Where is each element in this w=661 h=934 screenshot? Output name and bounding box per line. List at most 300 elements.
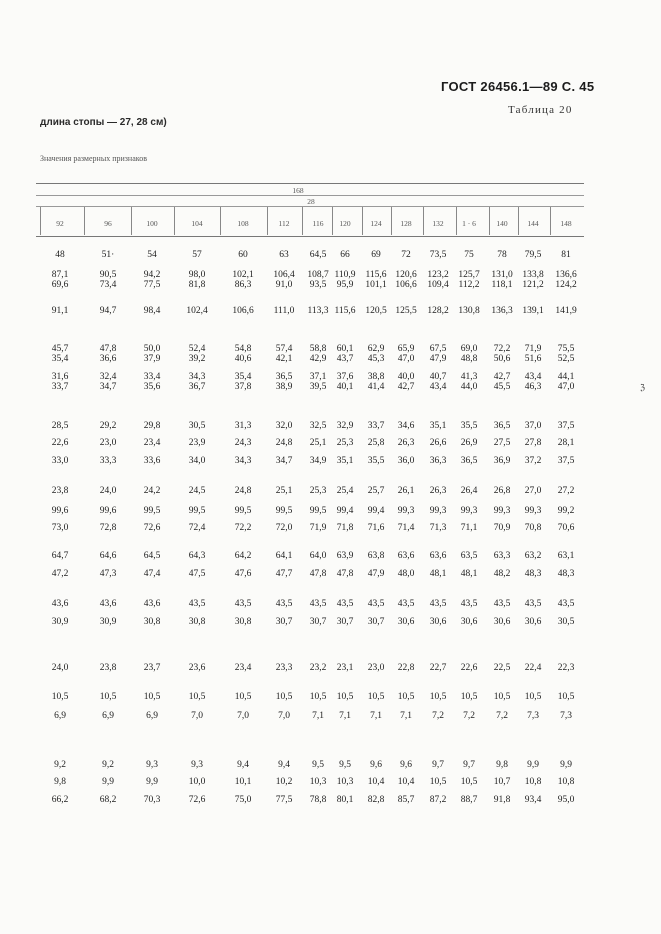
table-cell: 35,5 xyxy=(460,421,478,431)
table-cell: 101,1 xyxy=(365,280,387,290)
table-cell: 25,8 xyxy=(367,438,385,448)
table-cell: 115,6 xyxy=(334,306,356,316)
table-cell: 70,6 xyxy=(557,523,575,533)
column-header: 108 xyxy=(237,219,249,228)
column-divider xyxy=(391,207,392,235)
table-cell: 37,0 xyxy=(524,421,542,431)
table-cell: 10,1 xyxy=(234,777,252,787)
table-cell: 37,2 xyxy=(524,456,542,466)
table-cell: 64,1 xyxy=(275,551,293,561)
table-cell: 39,5 xyxy=(309,382,327,392)
table-cell: 38,9 xyxy=(275,382,293,392)
table-cell: 71,9 xyxy=(524,344,542,354)
column-header: 100 xyxy=(146,219,158,228)
table-cell: 6,9 xyxy=(54,711,66,721)
table-cell: 43,5 xyxy=(275,599,293,609)
column-divider xyxy=(174,207,175,235)
table-cell: 9,8 xyxy=(496,760,508,770)
table-cell: 10,5 xyxy=(429,777,447,787)
table-cell: 75,5 xyxy=(557,344,575,354)
table-cell: 99,3 xyxy=(429,506,447,516)
table-cell: 38,8 xyxy=(367,372,385,382)
table-cell: 71,3 xyxy=(429,523,447,533)
table-cell: 10,3 xyxy=(336,777,354,787)
table-cell: 72 xyxy=(401,250,411,260)
table-cell: 51,6 xyxy=(524,354,542,364)
table-cell: 69,6 xyxy=(51,280,69,290)
table-cell: 37,8 xyxy=(234,382,252,392)
table-cell: 37,6 xyxy=(336,372,354,382)
table-cell: 63,9 xyxy=(336,551,354,561)
table-cell: 35,4 xyxy=(51,354,69,364)
table-cell: 99,5 xyxy=(309,506,327,516)
table-cell: 31,6 xyxy=(51,372,69,382)
table-cell: 47,7 xyxy=(275,569,293,579)
header-rule-top xyxy=(36,183,584,184)
table-cell: 43,5 xyxy=(524,599,542,609)
table-cell: 7,1 xyxy=(400,711,412,721)
table-cell: 109,4 xyxy=(427,280,449,290)
table-cell: 75,0 xyxy=(234,795,252,805)
column-divider xyxy=(362,207,363,235)
table-cell: 81 xyxy=(561,250,571,260)
table-cell: 9,6 xyxy=(400,760,412,770)
column-divider xyxy=(131,207,132,235)
table-cell: 9,4 xyxy=(237,760,249,770)
table-cell: 34,3 xyxy=(188,372,206,382)
table-cell: 99,5 xyxy=(275,506,293,516)
table-cell: 9,7 xyxy=(463,760,475,770)
table-cell: 64,6 xyxy=(99,551,117,561)
table-cell: 139,1 xyxy=(522,306,544,316)
table-cell: 47,9 xyxy=(367,569,385,579)
table-cell: 120,6 xyxy=(395,270,417,280)
table-cell: 22,6 xyxy=(51,438,69,448)
column-header: 128 xyxy=(400,219,412,228)
table-cell: 128,2 xyxy=(427,306,449,316)
table-cell: 85,7 xyxy=(397,795,415,805)
table-cell: 10,5 xyxy=(460,777,478,787)
table-cell: 72,0 xyxy=(275,523,293,533)
column-header: 144 xyxy=(527,219,539,228)
table-cell: 32,5 xyxy=(309,421,327,431)
table-cell: 22,5 xyxy=(493,663,511,673)
table-cell: 63 xyxy=(279,250,289,260)
table-cell: 30,7 xyxy=(367,617,385,627)
table-cell: 10,5 xyxy=(275,692,293,702)
table-cell: 26,6 xyxy=(429,438,447,448)
table-cell: 99,2 xyxy=(557,506,575,516)
table-cell: 41,4 xyxy=(367,382,385,392)
table-cell: 43,5 xyxy=(367,599,385,609)
table-cell: 10,3 xyxy=(309,777,327,787)
table-cell: 33,3 xyxy=(99,456,117,466)
column-divider xyxy=(267,207,268,235)
table-cell: 70,3 xyxy=(143,795,161,805)
table-cell: 44,0 xyxy=(460,382,478,392)
table-cell: 71,8 xyxy=(336,523,354,533)
table-cell: 78,8 xyxy=(309,795,327,805)
table-cell: 136,3 xyxy=(491,306,513,316)
table-cell: 23,9 xyxy=(188,438,206,448)
table-cell: 9,3 xyxy=(191,760,203,770)
table-cell: 66 xyxy=(340,250,350,260)
table-cell: 40,7 xyxy=(429,372,447,382)
header-top-value: 168 xyxy=(292,186,304,195)
table-cell: 9,7 xyxy=(432,760,444,770)
table-cell: 54,8 xyxy=(234,344,252,354)
table-cell: 130,8 xyxy=(458,306,480,316)
table-cell: 43,5 xyxy=(429,599,447,609)
table-cell: 23,8 xyxy=(99,663,117,673)
table-cell: 48,3 xyxy=(557,569,575,579)
table-cell: 22,3 xyxy=(557,663,575,673)
table-cell: 51· xyxy=(101,250,115,260)
table-cell: 63,8 xyxy=(367,551,385,561)
table-cell: 30,5 xyxy=(557,617,575,627)
table-cell: 10,5 xyxy=(557,692,575,702)
table-cell: 65,9 xyxy=(397,344,415,354)
table-cell: 25,3 xyxy=(336,438,354,448)
table-cell: 93,4 xyxy=(524,795,542,805)
table-cell: 99,3 xyxy=(493,506,511,516)
table-cell: 37,5 xyxy=(557,421,575,431)
column-divider xyxy=(423,207,424,235)
table-cell: 68,2 xyxy=(99,795,117,805)
table-cell: 131,0 xyxy=(491,270,513,280)
table-cell: 10,5 xyxy=(460,692,478,702)
table-cell: 47,8 xyxy=(99,344,117,354)
table-cell: 43,6 xyxy=(99,599,117,609)
table-cell: 73,4 xyxy=(99,280,117,290)
table-cell: 43,4 xyxy=(524,372,542,382)
table-cell: 24,2 xyxy=(143,486,161,496)
table-cell: 94,2 xyxy=(143,270,161,280)
column-divider xyxy=(302,207,303,235)
column-header: 148 xyxy=(560,219,572,228)
table-cell: 43,5 xyxy=(234,599,252,609)
column-divider xyxy=(550,207,551,235)
table-cell: 24,0 xyxy=(99,486,117,496)
table-cell: 50,6 xyxy=(493,354,511,364)
table-cell: 36,7 xyxy=(188,382,206,392)
table-cell: 60 xyxy=(238,250,248,260)
table-cell: 36,5 xyxy=(460,456,478,466)
table-cell: 118,1 xyxy=(491,280,513,290)
table-cell: 72,8 xyxy=(99,523,117,533)
column-header: 140 xyxy=(496,219,508,228)
table-cell: 94,7 xyxy=(99,306,117,316)
table-cell: 24,8 xyxy=(275,438,293,448)
table-cell: 32,9 xyxy=(336,421,354,431)
table-cell: 33,7 xyxy=(367,421,385,431)
table-cell: 9,2 xyxy=(54,760,66,770)
table-cell: 71,6 xyxy=(367,523,385,533)
table-cell: 10,2 xyxy=(275,777,293,787)
table-cell: 7,1 xyxy=(339,711,351,721)
table-cell: 40,1 xyxy=(336,382,354,392)
table-cell: 41,3 xyxy=(460,372,478,382)
table-cell: 72,6 xyxy=(143,523,161,533)
column-header: 124 xyxy=(370,219,382,228)
table-cell: 63,2 xyxy=(524,551,542,561)
table-cell: 10,5 xyxy=(429,692,447,702)
table-cell: 87,1 xyxy=(51,270,69,280)
column-header: 120 xyxy=(339,219,351,228)
table-cell: 22,8 xyxy=(397,663,415,673)
table-cell: 34,3 xyxy=(234,456,252,466)
table-cell: 34,0 xyxy=(188,456,206,466)
table-cell: 43,5 xyxy=(309,599,327,609)
table-cell: 73,0 xyxy=(51,523,69,533)
table-cell: 7,0 xyxy=(237,711,249,721)
table-cell: 6,9 xyxy=(102,711,114,721)
table-cell: 99,3 xyxy=(397,506,415,516)
table-cell: 60,1 xyxy=(336,344,354,354)
column-header: 92 xyxy=(56,219,64,228)
table-cell: 72,2 xyxy=(234,523,252,533)
table-cell: 52,5 xyxy=(557,354,575,364)
side-margin-mark: ℨ xyxy=(640,383,645,392)
table-cell: 30,8 xyxy=(188,617,206,627)
table-cell: 37,9 xyxy=(143,354,161,364)
table-cell: 98,4 xyxy=(143,306,161,316)
table-cell: 27,8 xyxy=(524,438,542,448)
table-cell: 120,5 xyxy=(365,306,387,316)
table-cell: 29,8 xyxy=(143,421,161,431)
table-cell: 10,5 xyxy=(188,692,206,702)
table-cell: 86,3 xyxy=(234,280,252,290)
table-cell: 30,8 xyxy=(234,617,252,627)
table-cell: 115,6 xyxy=(365,270,387,280)
table-cell: 64,2 xyxy=(234,551,252,561)
table-cell: 99,4 xyxy=(336,506,354,516)
table-cell: 30,5 xyxy=(188,421,206,431)
table-cell: 9,5 xyxy=(339,760,351,770)
table-cell: 99,4 xyxy=(367,506,385,516)
table-cell: 30,6 xyxy=(397,617,415,627)
table-cell: 108,7 xyxy=(307,270,329,280)
table-cell: 72,4 xyxy=(188,523,206,533)
table-cell: 30,9 xyxy=(51,617,69,627)
table-cell: 40,0 xyxy=(397,372,415,382)
table-cell: 24,0 xyxy=(51,663,69,673)
table-cell: 10,4 xyxy=(397,777,415,787)
header-sub-value: 28 xyxy=(307,197,315,206)
table-cell: 10,8 xyxy=(557,777,575,787)
table-cell: 99,5 xyxy=(188,506,206,516)
table-cell: 10,4 xyxy=(367,777,385,787)
table-cell: 27,2 xyxy=(557,486,575,496)
table-cell: 23,1 xyxy=(336,663,354,673)
table-cell: 66,2 xyxy=(51,795,69,805)
table-cell: 36,0 xyxy=(397,456,415,466)
table-cell: 9,6 xyxy=(370,760,382,770)
table-cell: 46,3 xyxy=(524,382,542,392)
table-cell: 99,6 xyxy=(99,506,117,516)
table-cell: 30,6 xyxy=(429,617,447,627)
table-cell: 95,0 xyxy=(557,795,575,805)
table-cell: 7,3 xyxy=(560,711,572,721)
table-cell: 43,5 xyxy=(336,599,354,609)
table-cell: 29,2 xyxy=(99,421,117,431)
table-cell: 25,3 xyxy=(309,486,327,496)
table-cell: 43,5 xyxy=(397,599,415,609)
table-cell: 63,1 xyxy=(557,551,575,561)
table-cell: 43,5 xyxy=(188,599,206,609)
table-cell: 27,5 xyxy=(493,438,511,448)
table-cell: 10,7 xyxy=(493,777,511,787)
table-cell: 9,2 xyxy=(102,760,114,770)
table-cell: 42,9 xyxy=(309,354,327,364)
table-cell: 64,7 xyxy=(51,551,69,561)
table-cell: 23,0 xyxy=(367,663,385,673)
table-cell: 91,0 xyxy=(275,280,293,290)
table-cell: 33,7 xyxy=(51,382,69,392)
table-cell: 81,8 xyxy=(188,280,206,290)
table-cell: 90,5 xyxy=(99,270,117,280)
table-cell: 6,9 xyxy=(146,711,158,721)
column-divider xyxy=(489,207,490,235)
table-cell: 36,6 xyxy=(99,354,117,364)
table-cell: 9,9 xyxy=(102,777,114,787)
table-cell: 93,5 xyxy=(309,280,327,290)
table-cell: 7,0 xyxy=(278,711,290,721)
table-cell: 27,0 xyxy=(524,486,542,496)
table-cell: 30,6 xyxy=(524,617,542,627)
table-cell: 48,8 xyxy=(460,354,478,364)
table-cell: 50,0 xyxy=(143,344,161,354)
table-cell: 22,4 xyxy=(524,663,542,673)
table-cell: 45,5 xyxy=(493,382,511,392)
table-cell: 77,5 xyxy=(275,795,293,805)
table-cell: 36,3 xyxy=(429,456,447,466)
table-cell: 45,3 xyxy=(367,354,385,364)
table-cell: 10,5 xyxy=(367,692,385,702)
table-cell: 69 xyxy=(371,250,381,260)
table-cell: 36,5 xyxy=(275,372,293,382)
table-cell: 67,5 xyxy=(429,344,447,354)
table-cell: 110,9 xyxy=(334,270,356,280)
table-cell: 106,6 xyxy=(232,306,254,316)
table-cell: 64,5 xyxy=(309,250,327,260)
table-cell: 30,8 xyxy=(143,617,161,627)
table-cell: 37,5 xyxy=(557,456,575,466)
table-cell: 10,5 xyxy=(397,692,415,702)
table-cell: 141,9 xyxy=(555,306,577,316)
table-cell: 33,0 xyxy=(51,456,69,466)
table-cell: 35,4 xyxy=(234,372,252,382)
table-cell: 72,2 xyxy=(493,344,511,354)
table-cell: 106,4 xyxy=(273,270,295,280)
table-cell: 10,5 xyxy=(336,692,354,702)
table-cell: 10,5 xyxy=(143,692,161,702)
table-cell: 52,4 xyxy=(188,344,206,354)
table-cell: 44,1 xyxy=(557,372,575,382)
table-cell: 47,8 xyxy=(336,569,354,579)
table-cell: 58,8 xyxy=(309,344,327,354)
column-header: 116 xyxy=(312,219,324,228)
table-cell: 47,5 xyxy=(188,569,206,579)
column-header: 112 xyxy=(278,219,290,228)
table-cell: 88,7 xyxy=(460,795,478,805)
table-cell: 7,3 xyxy=(527,711,539,721)
table-cell: 43,6 xyxy=(143,599,161,609)
table-cell: 10,5 xyxy=(524,692,542,702)
table-cell: 57 xyxy=(192,250,202,260)
table-cell: 7,2 xyxy=(463,711,475,721)
table-cell: 10,5 xyxy=(493,692,511,702)
table-cell: 80,1 xyxy=(336,795,354,805)
table-cell: 87,2 xyxy=(429,795,447,805)
column-divider xyxy=(518,207,519,235)
table-cell: 99,5 xyxy=(234,506,252,516)
table-cell: 136,6 xyxy=(555,270,577,280)
table-cell: 23,3 xyxy=(275,663,293,673)
column-divider xyxy=(40,207,41,235)
table-cell: 23,2 xyxy=(309,663,327,673)
table-cell: 10,8 xyxy=(524,777,542,787)
table-cell: 63,6 xyxy=(397,551,415,561)
column-header: 104 xyxy=(191,219,203,228)
table-cell: 25,1 xyxy=(309,438,327,448)
table-cell: 23,6 xyxy=(188,663,206,673)
table-cell: 71,1 xyxy=(460,523,478,533)
table-cell: 70,8 xyxy=(524,523,542,533)
table-cell: 7,0 xyxy=(191,711,203,721)
table-cell: 24,3 xyxy=(234,438,252,448)
table-cell: 9,9 xyxy=(527,760,539,770)
table-cell: 36,5 xyxy=(493,421,511,431)
table-cell: 30,7 xyxy=(275,617,293,627)
table-cell: 37,1 xyxy=(309,372,327,382)
table-cell: 64,5 xyxy=(143,551,161,561)
table-cell: 82,8 xyxy=(367,795,385,805)
header-rule-3 xyxy=(36,206,584,207)
table-cell: 91,1 xyxy=(51,306,69,316)
table-cell: 47,2 xyxy=(51,569,69,579)
table-cell: 35,1 xyxy=(429,421,447,431)
table-cell: 63,5 xyxy=(460,551,478,561)
table-cell: 47,0 xyxy=(397,354,415,364)
header-rule-2 xyxy=(36,195,584,196)
table-cell: 25,4 xyxy=(336,486,354,496)
column-divider xyxy=(220,207,221,235)
table-cell: 10,5 xyxy=(51,692,69,702)
page-title: ГОСТ 26456.1—89 С. 45 xyxy=(441,79,595,94)
table-cell: 73,5 xyxy=(429,250,447,260)
table-cell: 28,1 xyxy=(557,438,575,448)
table-cell: 98,0 xyxy=(188,270,206,280)
table-cell: 9,8 xyxy=(54,777,66,787)
table-cell: 64,0 xyxy=(309,551,327,561)
table-cell: 26,9 xyxy=(460,438,478,448)
table-cell: 30,9 xyxy=(99,617,117,627)
table-cell: 47,6 xyxy=(234,569,252,579)
table-cell: 43,5 xyxy=(493,599,511,609)
table-cell: 9,5 xyxy=(312,760,324,770)
table-cell: 72,6 xyxy=(188,795,206,805)
table-cell: 48,3 xyxy=(524,569,542,579)
table-cell: 121,2 xyxy=(522,280,544,290)
table-cell: 42,7 xyxy=(397,382,415,392)
table-cell: 26,1 xyxy=(397,486,415,496)
table-cell: 34,6 xyxy=(397,421,415,431)
table-cell: 33,4 xyxy=(143,372,161,382)
table-cell: 34,9 xyxy=(309,456,327,466)
table-cell: 24,8 xyxy=(234,486,252,496)
subheading: Значения размерных признаков xyxy=(40,154,148,163)
